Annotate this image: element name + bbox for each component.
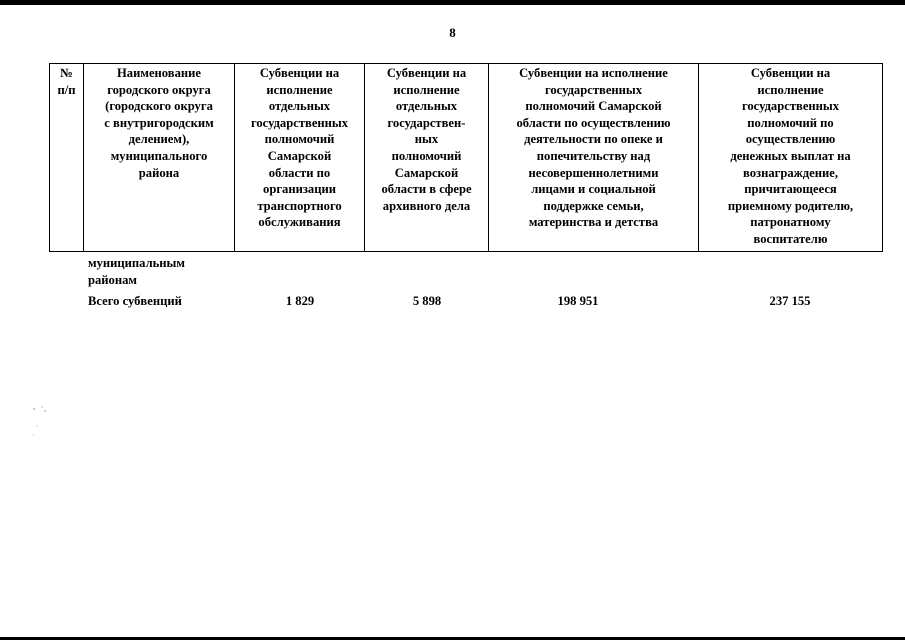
scan-specks <box>28 402 58 442</box>
header-guardianship-subvention: Субвенции на исполнение государственных полномочий Самарской области по осуществлению деятельности по опеке и попечительству над несовершеннолетними лицами и социальной поддержке семьи, материнства и детства <box>489 64 699 252</box>
total-transport: 1 829 <box>285 294 315 308</box>
header-row-number: № п/п <box>50 64 84 252</box>
header-foster-payment-subvention: Субвенции на исполнение государственных полномочий по осуществлению денежных выплат на вознаграждение, причитающееся приемному родителю, патронатному воспитателю <box>699 64 883 252</box>
page-number: 8 <box>449 25 456 40</box>
header-transport-subvention: Субвенции на исполнение отдельных государственных полномочий Самарской области по организации транспортного обслуживания <box>235 64 365 252</box>
header-district-name: Наименование городского округа (городского округа с внутригородским делением), муниципального района <box>84 64 235 252</box>
total-guardianship: 198 951 <box>557 294 599 308</box>
continuation-label: муниципальным районам <box>88 256 185 287</box>
header-archive-subvention: Субвенции на исполнение отдельных государствен- ных полномочий Самарской области в сфере архивного дела <box>365 64 489 252</box>
total-archive: 5 898 <box>412 294 442 308</box>
total-foster-payment: 237 155 <box>769 294 811 308</box>
total-label: Всего субвенций <box>88 294 182 308</box>
subventions-table-header <box>49 63 883 252</box>
top-scan-edge <box>0 0 905 5</box>
